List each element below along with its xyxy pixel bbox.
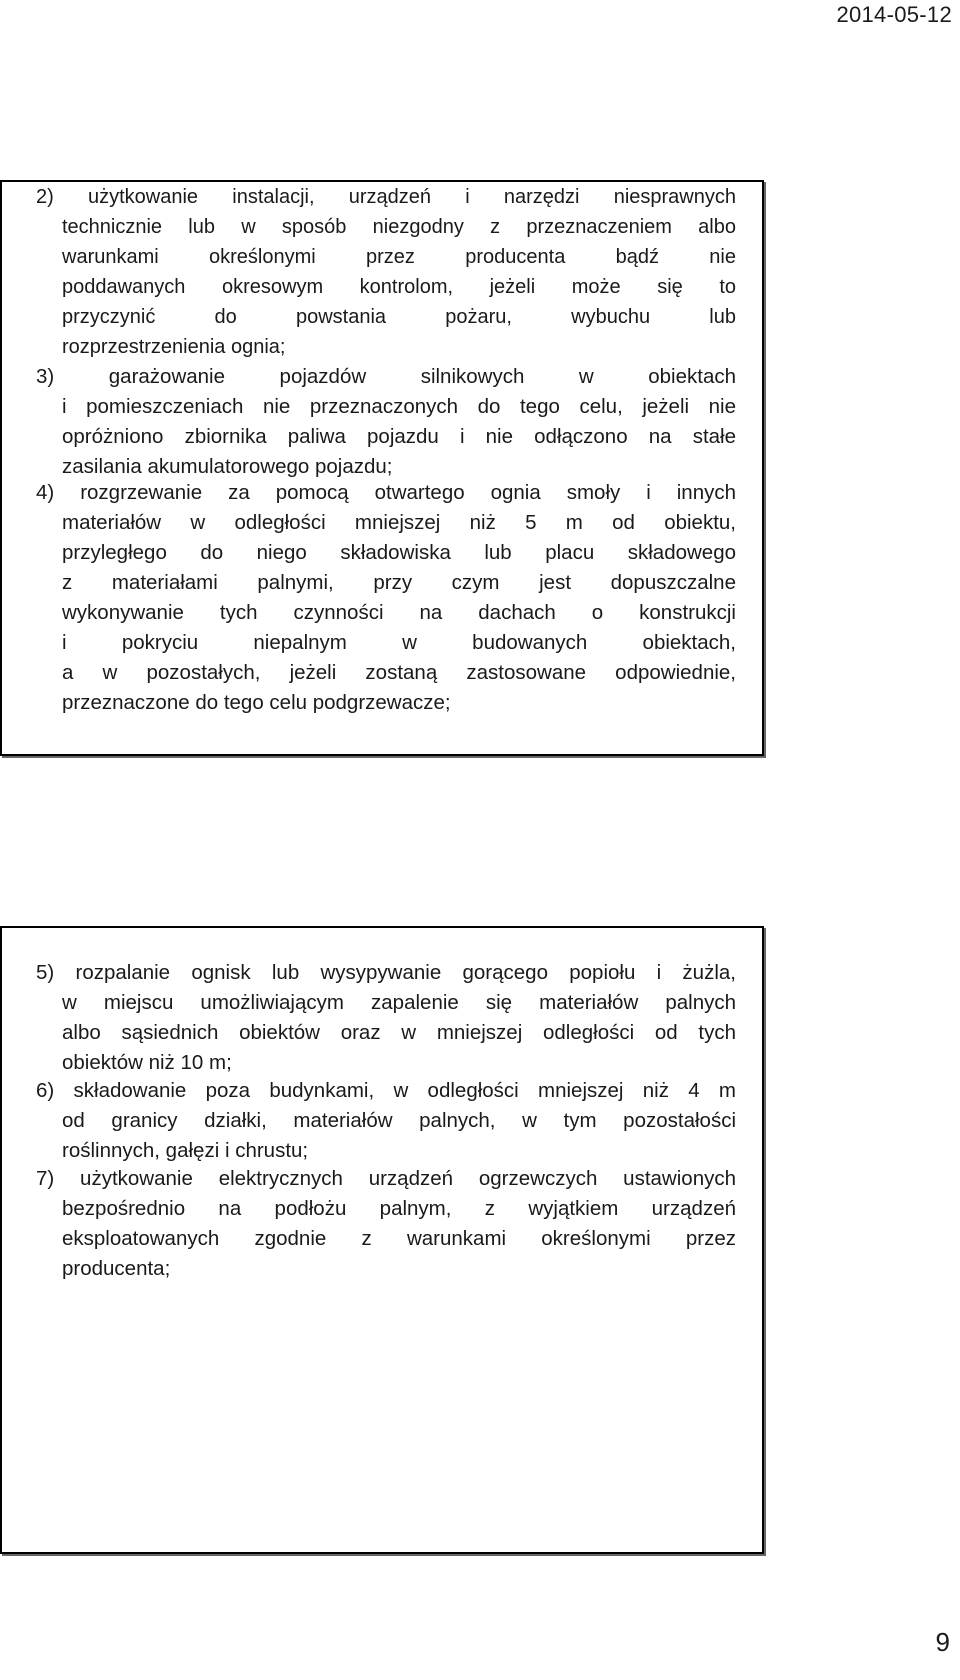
item-2-line: technicznie lub w sposób niezgodny z przeznaczeniem albo (62, 216, 736, 238)
list-item-6 (36, 1076, 736, 1166)
item-2-line: poddawanych okresowym kontrolom, jeżeli może się to (62, 276, 736, 298)
page-number: 9 (935, 1627, 950, 1657)
item-4-line: przyległego do niego składowiska lub placu składowego (62, 541, 736, 564)
list-item-4 (36, 478, 736, 718)
item-3-line: zasilania akumulatorowego pojazdu; (62, 455, 393, 478)
item-4-line: a w pozostałych, jeżeli zostaną zastosowane odpowiednie, (62, 661, 736, 684)
item-2-line: 2) użytkowanie instalacji, urządzeń i narzędzi niesprawnych (36, 186, 736, 208)
item-3-line: i pomieszczeniach nie przeznaczonych do tego celu, jeżeli nie (62, 395, 736, 418)
page-date: 2014-05-12 (836, 2, 952, 27)
item-4-line: przeznaczone do tego celu podgrzewacze; (62, 691, 451, 714)
slide-2 (0, 926, 764, 1554)
slide-1 (0, 180, 764, 756)
list-item-3 (36, 362, 736, 482)
item-2-line: rozprzestrzenienia ognia; (62, 336, 286, 358)
list-item-7 (36, 1164, 736, 1284)
item-7-line: bezpośrednio na podłożu palnym, z wyjątkiem urządzeń (62, 1197, 736, 1220)
item-6-line: roślinnych, gałęzi i chrustu; (62, 1139, 309, 1162)
item-2-line: przyczynić do powstania pożaru, wybuchu lub (62, 306, 736, 328)
item-6-line: 6) składowanie poza budynkami, w odległości mniejszej niż 4 m (36, 1079, 736, 1102)
item-5-line: w miejscu umożliwiającym zapalenie się materiałów palnych (62, 991, 736, 1014)
list-item-2 (36, 182, 736, 362)
item-2-line: warunkami określonymi przez producenta bądź nie (62, 246, 736, 268)
item-4-line: i pokryciu niepalnym w budowanych obiektach, (62, 631, 736, 654)
item-4-line: wykonywanie tych czynności na dachach o konstrukcji (62, 601, 736, 624)
item-7-line: eksploatowanych zgodnie z warunkami określonymi przez (62, 1227, 736, 1250)
item-4-line: z materiałami palnymi, przy czym jest dopuszczalne (62, 571, 736, 594)
item-3-line: opróżniono zbiornika paliwa pojazdu i nie odłączono na stałe (62, 425, 736, 448)
item-4-line: materiałów w odległości mniejszej niż 5 m od obiektu, (62, 511, 736, 534)
item-3-line: 3) garażowanie pojazdów silnikowych w obiektach (36, 365, 736, 388)
item-7-line: 7) użytkowanie elektrycznych urządzeń ogrzewczych ustawionych (36, 1167, 736, 1190)
item-7-line: producenta; (62, 1257, 171, 1280)
item-5-line: albo sąsiednich obiektów oraz w mniejszej odległości od tych (62, 1021, 736, 1044)
list-item-5 (36, 958, 736, 1078)
item-5-line: obiektów niż 10 m; (62, 1051, 232, 1074)
item-5-line: 5) rozpalanie ognisk lub wysypywanie gorącego popiołu i żużla, (36, 961, 736, 984)
item-6-line: od granicy działki, materiałów palnych, w tym pozostałości (62, 1109, 736, 1132)
item-4-line: 4) rozgrzewanie za pomocą otwartego ognia smoły i innych (36, 481, 736, 504)
